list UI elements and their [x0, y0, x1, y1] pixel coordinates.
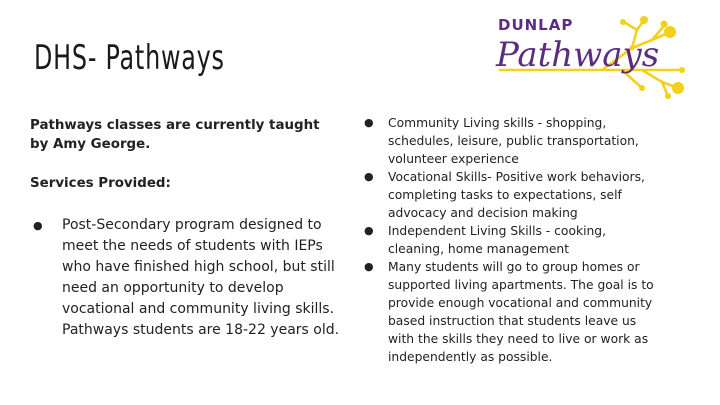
dunlap-pathways-logo — [492, 8, 692, 100]
list-item — [358, 222, 658, 258]
logo-dunlap-text: DUNLAP — [498, 16, 574, 34]
list-item-text: Post-Secondary program designed to meet the needs of students with IEPs who have finished high school, but still need an opportunity to develop vocational and community living skills. Pathways students are 18-22 years old. — [62, 217, 340, 338]
bullet-icon: ● — [364, 170, 374, 183]
services-list — [30, 215, 340, 341]
bullet-icon: ● — [364, 116, 374, 129]
list-item — [30, 215, 340, 341]
intro-text: Pathways classes are currently taught by Amy George. — [30, 118, 320, 152]
list-item-text: Community Living skills - shopping, schedules, leisure, public transportation, volunteer experience — [388, 116, 639, 166]
logo-pathways-text: Pathways — [496, 35, 660, 75]
skills-list — [358, 114, 658, 366]
list-item — [358, 168, 658, 222]
list-item-text: Independent Living Skills - cooking, cleaning, home management — [388, 224, 607, 256]
bullet-icon: ● — [33, 219, 43, 232]
slide-title: DHS- Pathways — [34, 38, 225, 78]
list-item-text: Vocational Skills- Positive work behaviors, completing tasks to expectations, self advocacy and decision making — [388, 170, 645, 220]
left-column — [30, 116, 340, 341]
list-item — [358, 114, 658, 168]
services-heading: Services Provided: — [30, 176, 171, 191]
bullet-icon: ● — [364, 260, 374, 273]
list-item-text: Many students will go to group homes or supported living apartments. The goal is to provide enough vocational and community based instruction that students leave us with the skills they need to live or work as independently as possible. — [388, 260, 654, 364]
list-item — [358, 258, 658, 366]
right-column — [358, 114, 658, 366]
bullet-icon: ● — [364, 224, 374, 237]
